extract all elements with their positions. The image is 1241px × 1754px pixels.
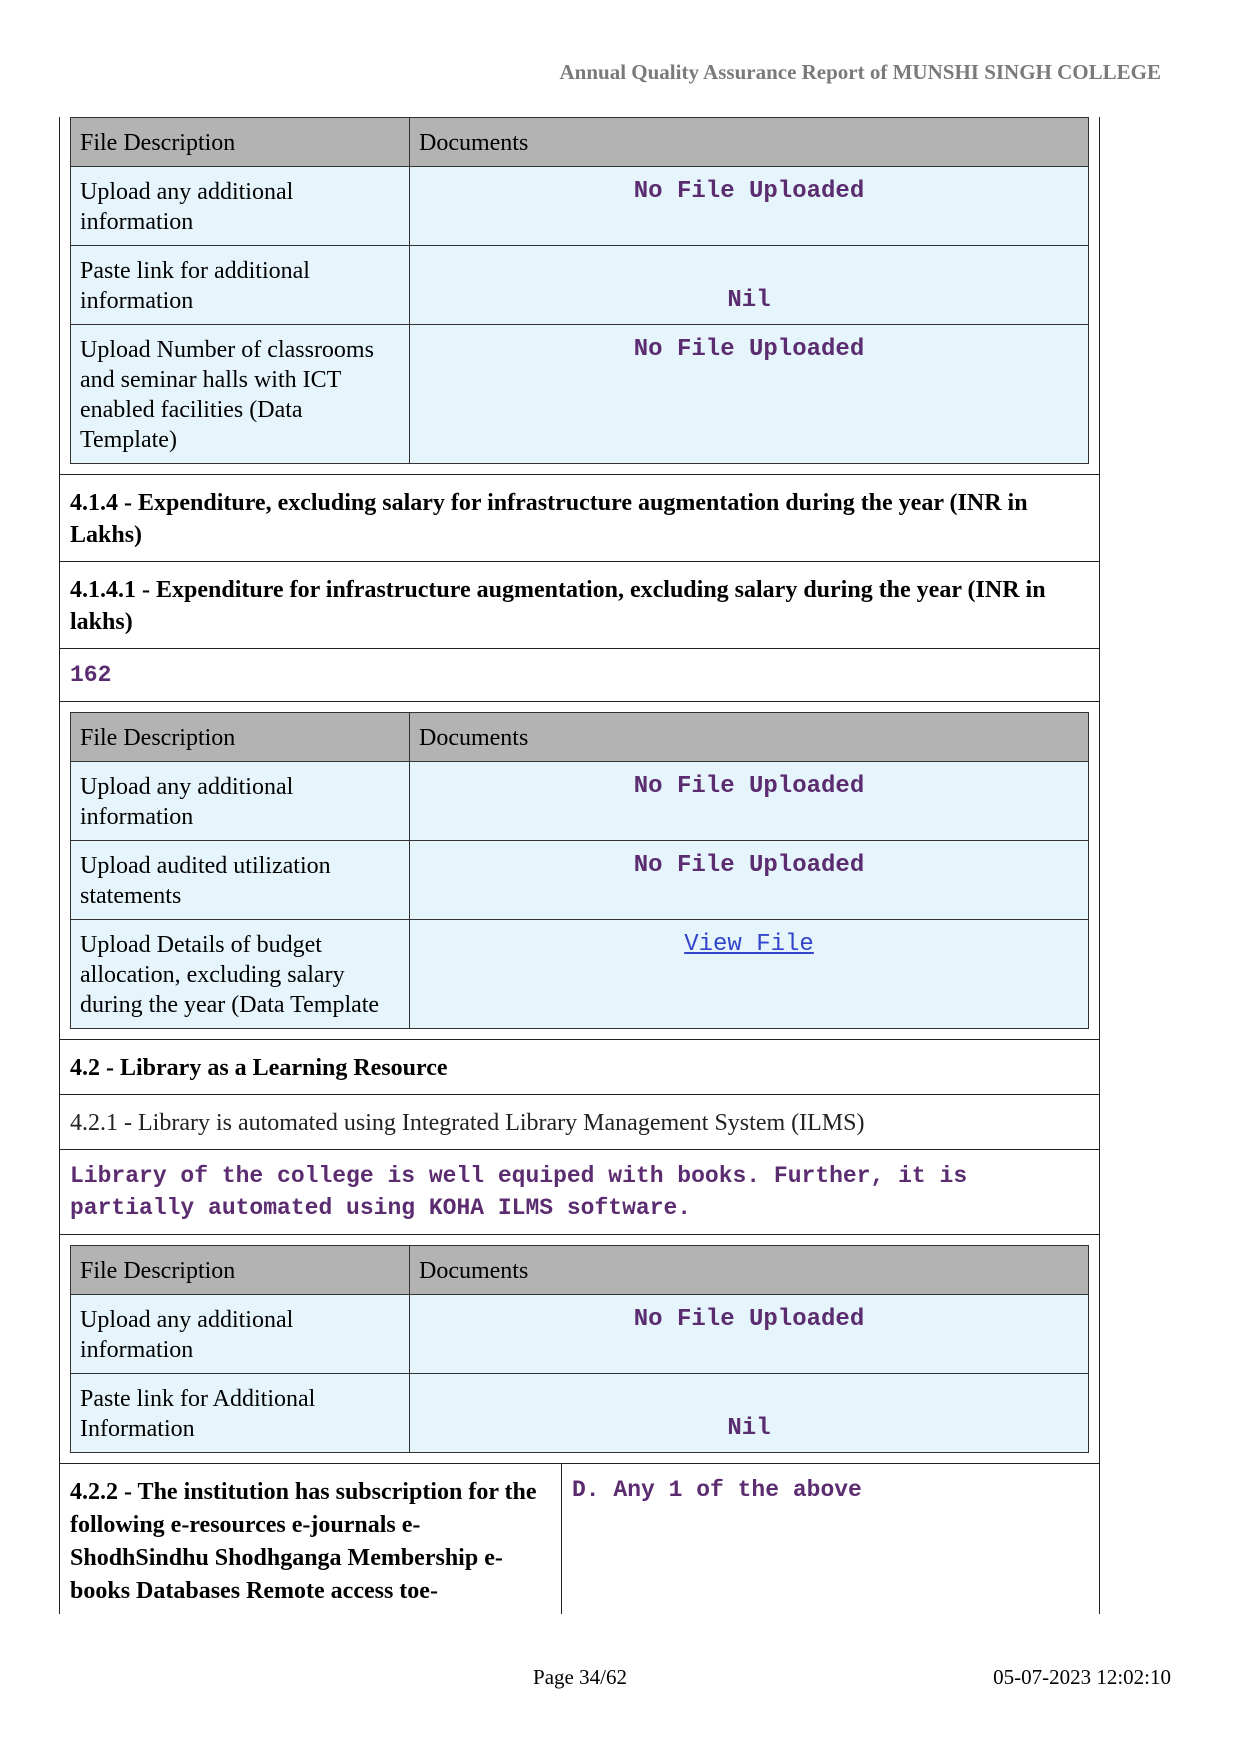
section-4-1-4-title: 4.1.4 - Expenditure, excluding salary for infrastructure augmentation during the year (INR in Lakhs) xyxy=(60,474,1099,561)
report-header-title: Annual Quality Assurance Report of MUNSHI SINGH COLLEGE xyxy=(559,60,1161,84)
section-4-2-2-answer: D. Any 1 of the above xyxy=(572,1477,862,1503)
page-number: Page 34/62 xyxy=(533,1665,627,1689)
table-row xyxy=(71,1295,1089,1374)
section-4-2-1-title: 4.2.1 - Library is automated using Integrated Library Management System (ILMS) xyxy=(60,1094,1099,1149)
document-link-cell xyxy=(410,920,1089,1029)
print-timestamp: 05-07-2023 12:02:10 xyxy=(993,1665,1171,1689)
section-4-2-2 xyxy=(60,1463,1099,1614)
file-table-1 xyxy=(70,117,1089,464)
document-status-cell: Nil xyxy=(410,246,1089,325)
document-status-cell: No File Uploaded xyxy=(410,1295,1089,1374)
report-frame xyxy=(59,117,1100,1614)
file-description-cell: Upload Details of budget allocation, excluding salary during the year (Data Template xyxy=(71,920,410,1029)
table-row xyxy=(71,841,1089,920)
file-description-cell: Paste link for additional information xyxy=(71,246,410,325)
column-header-documents: Documents xyxy=(410,118,1089,167)
section-4-2-1-answer: Library of the college is well equiped with books. Further, it is partially automated using KOHA ILMS software. xyxy=(60,1149,1099,1234)
column-header-documents: Documents xyxy=(410,1246,1089,1295)
document-status-cell: Nil xyxy=(410,1374,1089,1453)
table-row xyxy=(71,246,1089,325)
view-file-link[interactable]: View File xyxy=(684,931,814,958)
column-header-file-description: File Description xyxy=(71,1246,410,1295)
document-status-cell: No File Uploaded xyxy=(410,762,1089,841)
table-row xyxy=(71,325,1089,464)
table-row xyxy=(71,762,1089,841)
file-description-cell: Upload Number of classrooms and seminar halls with ICT enabled facilities (Data Template) xyxy=(71,325,410,464)
table-row xyxy=(71,167,1089,246)
file-description-cell: Paste link for Additional Information xyxy=(71,1374,410,1453)
section-4-2-title: 4.2 - Library as a Learning Resource xyxy=(60,1039,1099,1094)
section-4-2-2-title: 4.2.2 - The institution has subscription for the following e-resources e-journals e-ShodhSindhu Shodhganga Membership e-books Databases Remote access toe- xyxy=(60,1464,562,1614)
document-status-cell: No File Uploaded xyxy=(410,841,1089,920)
document-status-cell: No File Uploaded xyxy=(410,325,1089,464)
column-header-file-description: File Description xyxy=(71,118,410,167)
table-header-row xyxy=(71,1246,1089,1295)
divider xyxy=(60,1234,1099,1245)
divider xyxy=(60,701,1099,712)
file-description-cell: Upload any additional information xyxy=(71,762,410,841)
file-description-cell: Upload any additional information xyxy=(71,167,410,246)
file-description-cell: Upload audited utilization statements xyxy=(71,841,410,920)
table-header-row xyxy=(71,713,1089,762)
column-header-file-description: File Description xyxy=(71,713,410,762)
table-row xyxy=(71,1374,1089,1453)
file-description-cell: Upload any additional information xyxy=(71,1295,410,1374)
document-status-cell: No File Uploaded xyxy=(410,167,1089,246)
column-header-documents: Documents xyxy=(410,713,1089,762)
section-4-1-4-1-value: 162 xyxy=(60,648,1099,701)
table-header-row xyxy=(71,118,1089,167)
file-table-3 xyxy=(70,1245,1089,1453)
table-row xyxy=(71,920,1089,1029)
section-4-1-4-1-title: 4.1.4.1 - Expenditure for infrastructure augmentation, excluding salary during the year (INR in lakhs) xyxy=(60,561,1099,648)
file-table-2 xyxy=(70,712,1089,1029)
